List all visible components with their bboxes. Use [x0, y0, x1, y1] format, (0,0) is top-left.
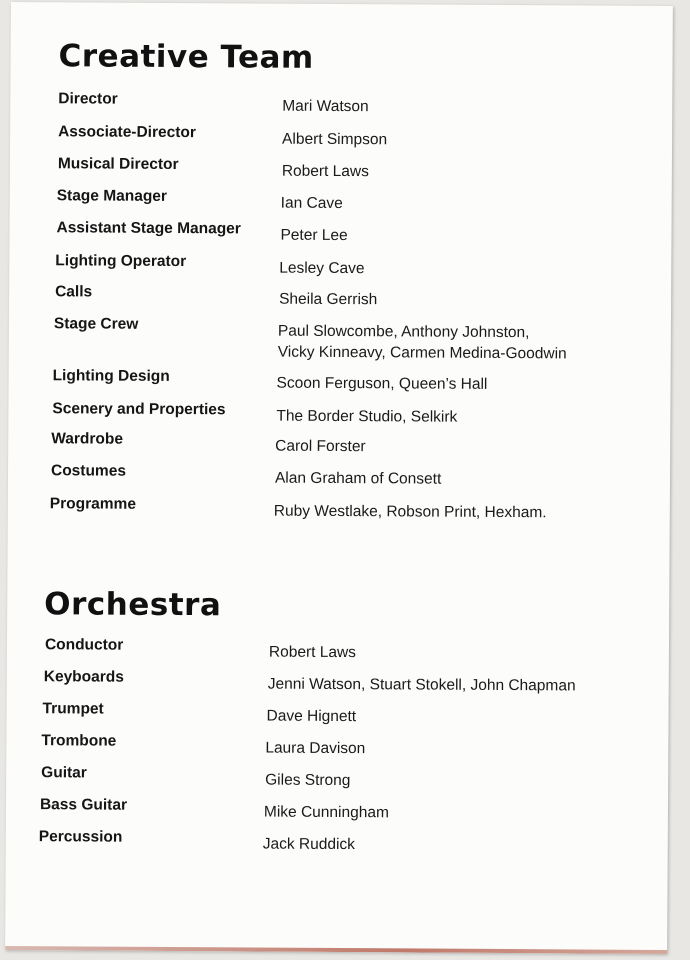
credit-row: [58, 90, 673, 116]
credit-names: Sheila Gerrish: [279, 290, 378, 309]
credit-names: Robert Laws: [268, 643, 357, 662]
credit-names: Ian Cave: [280, 194, 343, 213]
credit-row: [56, 219, 673, 245]
role-label: Director: [58, 90, 118, 108]
credit-names: Alan Graham of Consett: [274, 469, 442, 488]
credit-row: [49, 495, 673, 522]
role-label: Keyboards: [43, 668, 124, 686]
credit-names: Ruby Westlake, Robson Print, Hexham.: [273, 502, 547, 522]
credit-row: [50, 462, 673, 488]
role-label: Costumes: [50, 462, 127, 480]
credit-names: [278, 321, 638, 365]
role-label: Stage Manager: [56, 187, 168, 205]
page-edge: [5, 946, 667, 954]
credit-names: Jack Ruddick: [262, 835, 356, 854]
credit-row: [55, 283, 673, 309]
orchestra-title: Orchestra: [44, 586, 222, 624]
role-label: Scenery and Properties: [52, 400, 226, 419]
role-label: Assistant Stage Manager: [56, 219, 241, 238]
credit-names: Dave Hignett: [266, 707, 357, 726]
role-label: Stage Crew: [53, 315, 139, 333]
credit-row: [57, 155, 673, 181]
credit-names: Scoon Ferguson, Queen’s Hall: [276, 374, 488, 393]
credit-names: Mari Watson: [282, 97, 369, 116]
credit-names: Albert Simpson: [282, 130, 388, 149]
credit-names: The Border Studio, Selkirk: [276, 407, 458, 426]
credit-names: Jenni Watson, Stuart Stokell, John Chapman: [267, 675, 576, 695]
credit-row: [39, 796, 673, 822]
role-label: Musical Director: [57, 155, 179, 174]
role-label: Lighting Design: [52, 367, 170, 385]
role-label: Associate-Director: [58, 123, 196, 142]
credit-row: [52, 400, 672, 426]
credit-row: [55, 252, 673, 278]
role-label: Programme: [49, 495, 137, 513]
credit-names: Mike Cunningham: [263, 803, 389, 822]
credit-names: Robert Laws: [281, 162, 369, 181]
credit-row: [51, 430, 673, 456]
credit-row: [56, 187, 673, 213]
credit-row: [42, 700, 673, 726]
programme-page: [5, 2, 673, 954]
role-label: Guitar: [41, 764, 87, 782]
creative-team-title: Creative Team: [58, 38, 314, 76]
role-label: Lighting Operator: [55, 252, 187, 271]
credit-names: Peter Lee: [280, 226, 348, 245]
credit-row: [41, 764, 673, 790]
credit-row: [43, 668, 673, 695]
credit-row: [41, 732, 672, 758]
role-label: Wardrobe: [51, 430, 124, 448]
role-label: Calls: [55, 283, 93, 301]
credit-row: [58, 123, 673, 149]
role-label: Trombone: [41, 732, 117, 750]
credit-names: Lesley Cave: [279, 259, 365, 278]
role-label: Bass Guitar: [39, 796, 128, 814]
credit-names-line: Paul Slowcombe, Anthony Johnston,: [277, 322, 530, 342]
credit-row: [44, 636, 673, 662]
role-label: Conductor: [44, 636, 124, 654]
role-label: Trumpet: [42, 700, 104, 718]
credit-names-line: Vicky Kinneavy, Carmen Medina-Goodwin: [277, 343, 567, 363]
role-label: Percussion: [38, 828, 123, 846]
credit-names: Giles Strong: [265, 771, 351, 790]
credit-names: Laura Davison: [265, 739, 366, 758]
credit-row: [52, 367, 673, 393]
credit-row: [53, 315, 673, 363]
credit-row: [38, 828, 673, 854]
credit-names: Carol Forster: [275, 437, 366, 456]
